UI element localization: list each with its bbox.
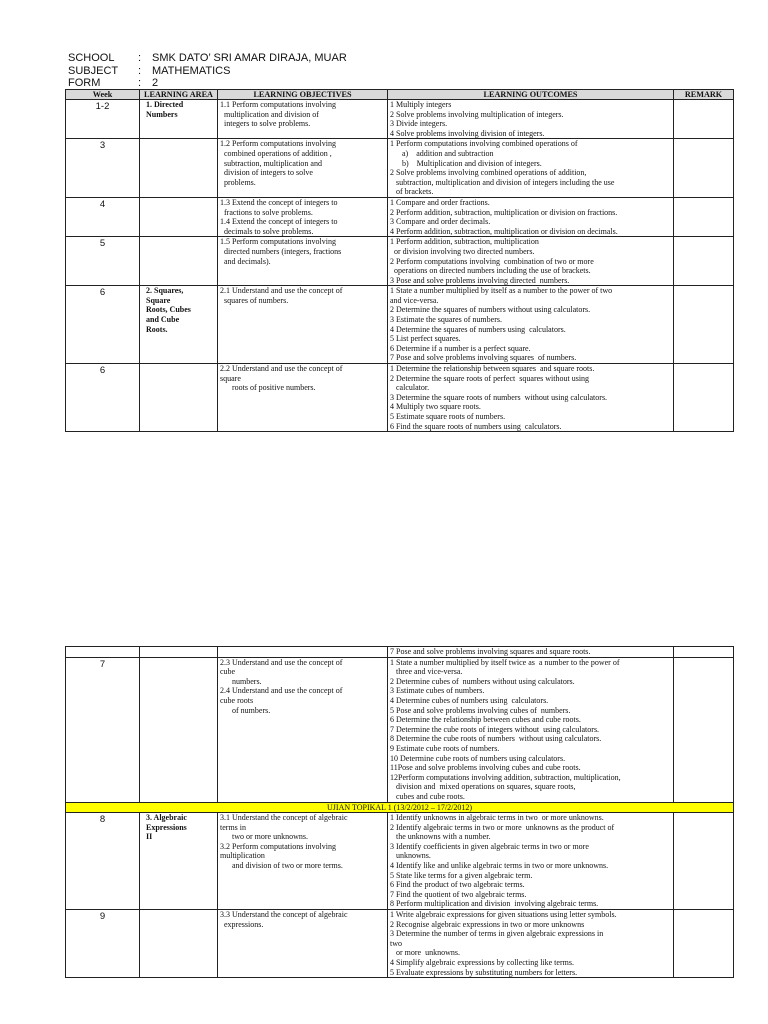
col-remark: REMARK	[674, 90, 734, 100]
objectives-cell-line: 1.5 Perform computations involving	[220, 237, 336, 247]
outcomes-cell-line: 7 Pose and solve problems involving squares and square roots.	[390, 647, 591, 656]
week-cell: 3	[66, 139, 140, 198]
learning-area-cell	[140, 910, 218, 978]
outcomes-cell-line: 5 Pose and solve problems involving cubes of numbers.	[390, 705, 571, 715]
outcomes-cell-line: 1 Perform addition, subtraction, multiplication	[390, 237, 539, 247]
objectives-cell	[218, 364, 388, 432]
outcomes-cell-line: 3 Identify coefficients in given algebraic terms in two or more	[390, 841, 589, 851]
table-row	[66, 657, 734, 802]
week-cell: 8	[66, 813, 140, 910]
objectives-cell	[218, 910, 388, 978]
outcomes-cell	[388, 237, 674, 286]
outcomes-cell-line: 4 Identify like and unlike algebraic terms in two or more unknowns.	[390, 861, 609, 871]
remark-cell	[674, 813, 734, 910]
header-key: FORM	[68, 77, 101, 89]
table-row	[66, 364, 734, 432]
week-cell: 9	[66, 910, 140, 978]
objectives-cell-line: terms in	[220, 822, 246, 832]
objectives-cell-line: 1.4 Extend the concept of integers to	[220, 217, 338, 227]
objectives-cell-line: roots of positive numbers.	[220, 383, 316, 393]
header-field-school	[68, 52, 347, 65]
learning-area-cell-line: Roots.	[146, 324, 168, 334]
table-row	[66, 910, 734, 978]
header-colon: :	[138, 77, 142, 89]
objectives-cell-line: cube roots	[220, 695, 254, 705]
learning-area-cell-line: Roots, Cubes	[146, 305, 191, 315]
objectives-cell	[218, 286, 388, 364]
outcomes-cell-line: 2 Perform addition, subtraction, multiplication or division on fractions.	[390, 207, 618, 217]
remark-cell	[674, 286, 734, 364]
objectives-cell-line: expressions.	[220, 919, 264, 929]
objectives-cell-line: 1.1 Perform computations involving	[220, 100, 336, 109]
objectives-cell	[218, 237, 388, 286]
outcomes-cell-line: 5 List perfect squares.	[390, 334, 461, 344]
outcomes-cell	[388, 657, 674, 802]
table-row	[66, 647, 734, 658]
objectives-cell	[218, 657, 388, 802]
objectives-cell-line: and decimals).	[220, 256, 271, 266]
table-row	[66, 139, 734, 198]
objectives-cell-line: of numbers.	[220, 705, 271, 715]
outcomes-cell-line: 10 Determine cube roots of numbers using calculators.	[390, 753, 566, 763]
objectives-cell-line: numbers.	[220, 676, 262, 686]
learning-area-cell-line: II	[146, 832, 153, 842]
header-value: MATHEMATICS	[152, 64, 231, 77]
learning-area-cell	[140, 647, 218, 658]
outcomes-cell-line: 11Pose and solve problems involving cubes and cube roots.	[390, 763, 581, 773]
outcomes-cell-line: or more unknowns.	[390, 948, 460, 958]
outcomes-cell-line: 1 Perform computations involving combined operations of	[390, 139, 578, 149]
table-row	[66, 197, 734, 236]
document-header	[68, 52, 347, 90]
objectives-cell-line: multiplication and division of	[220, 109, 319, 119]
objectives-cell	[218, 100, 388, 139]
outcomes-cell-line: 2 Identify algebraic terms in two or more unknowns as the product of	[390, 822, 615, 832]
objectives-cell	[218, 813, 388, 910]
outcomes-cell-line: cubes and cube roots.	[390, 791, 465, 801]
outcomes-cell-line: 1 Compare and order fractions.	[390, 197, 490, 207]
outcomes-cell-line: 3 Estimate the squares of numbers.	[390, 315, 502, 325]
remark-cell	[674, 100, 734, 139]
outcomes-cell-line: 3 Pose and solve problems involving directed numbers.	[390, 275, 570, 285]
outcomes-cell-line: 2 Determine cubes of numbers without using calculators.	[390, 676, 575, 686]
header-value: 2	[152, 77, 159, 89]
learning-area-cell	[140, 197, 218, 236]
objectives-cell-line: cube	[220, 667, 236, 677]
outcomes-cell-line: 2 Solve problems involving combined operations of addition,	[390, 168, 587, 178]
outcomes-cell-line: 1 Write algebraic expressions for given situations using letter symbols.	[390, 910, 617, 920]
objectives-cell-line: decimals to solve problems.	[220, 226, 314, 236]
outcomes-cell	[388, 813, 674, 910]
outcomes-cell-line: 4 Perform addition, subtraction, multiplication or division on decimals.	[390, 226, 618, 236]
outcomes-cell-line: 2 Determine the square roots of perfect squares without using	[390, 373, 590, 383]
outcomes-cell	[388, 139, 674, 198]
col-learning-outcomes: LEARNING OUTCOMES	[388, 90, 674, 100]
learning-area-cell	[140, 237, 218, 286]
objectives-cell-line: directed numbers (integers, fractions	[220, 246, 342, 256]
outcomes-cell-line: subtraction, multiplication and division of integers including the use	[390, 177, 615, 187]
header-key: SCHOOL	[68, 52, 115, 64]
outcomes-cell-line: 5 Evaluate expressions by substituting numbers for letters.	[390, 967, 578, 977]
learning-area-cell	[140, 100, 218, 139]
objectives-cell	[218, 139, 388, 198]
objectives-cell-line: squares of numbers.	[220, 295, 289, 305]
objectives-cell-line: 3.2 Perform computations involving	[220, 841, 336, 851]
ujian-topikal-label: UJIAN TOPIKAL 1 (13/2/2012 – 17/2/2012)	[66, 802, 734, 813]
outcomes-cell-line: 9 Estimate cube roots of numbers.	[390, 743, 500, 753]
objectives-cell-line: multiplication	[220, 851, 265, 861]
remark-cell	[674, 364, 734, 432]
week-cell: 6	[66, 286, 140, 364]
objectives-cell-line: 2.1 Understand and use the concept of	[220, 286, 343, 296]
outcomes-cell-line: 3 Determine the square roots of numbers without using calculators.	[390, 392, 608, 402]
learning-area-cell-line: 3. Algebraic	[146, 813, 187, 823]
week-cell: 4	[66, 197, 140, 236]
col-learning-objectives: LEARNING OBJECTIVES	[218, 90, 388, 100]
outcomes-cell-line: a) addition and subtraction	[390, 148, 494, 158]
remark-cell	[674, 910, 734, 978]
outcomes-cell-line: 3 Divide integers.	[390, 119, 448, 129]
header-colon: :	[138, 64, 142, 77]
outcomes-cell-line: 4 Determine the squares of numbers using calculators.	[390, 324, 566, 334]
outcomes-cell-line: 1 Determine the relationship between squares and square roots.	[390, 364, 595, 374]
header-field-subject	[68, 65, 347, 78]
remark-cell	[674, 647, 734, 658]
outcomes-cell-line: calculator.	[390, 383, 430, 393]
objectives-cell-line: 2.4 Understand and use the concept of	[220, 686, 343, 696]
scheme-table-top	[65, 89, 734, 432]
outcomes-cell-line: 4 Multiply two square roots.	[390, 402, 481, 412]
table-row	[66, 237, 734, 286]
header-field-form	[68, 77, 347, 90]
objectives-cell-line: 2.3 Understand and use the concept of	[220, 657, 343, 667]
objectives-cell-line: square	[220, 373, 241, 383]
learning-area-cell-line: 2. Squares,	[146, 286, 184, 296]
header-colon: :	[138, 52, 142, 64]
table-row	[66, 100, 734, 139]
learning-area-cell	[140, 286, 218, 364]
outcomes-cell-line: 2 Solve problems involving multiplication of integers.	[390, 109, 564, 119]
week-cell: 5	[66, 237, 140, 286]
outcomes-cell-line: 5 Estimate square roots of numbers.	[390, 412, 506, 421]
outcomes-cell	[388, 647, 674, 658]
learning-area-cell-line: and Cube	[146, 315, 180, 325]
objectives-cell-line: subtraction, multiplication and	[220, 158, 322, 168]
outcomes-cell-line: and vice-versa.	[390, 295, 439, 305]
objectives-cell-line: 1.2 Perform computations involving	[220, 139, 336, 149]
outcomes-cell-line: 3 Determine the number of terms in given algebraic expressions in	[390, 929, 604, 939]
remark-cell	[674, 657, 734, 802]
learning-area-cell	[140, 813, 218, 910]
learning-area-cell-line: Expressions	[146, 822, 187, 832]
outcomes-cell-line: 1 Identify unknowns in algebraic terms in two or more unknowns.	[390, 813, 604, 823]
objectives-cell	[218, 647, 388, 658]
learning-area-cell-line: 1. Directed	[146, 100, 184, 109]
table-header-row	[66, 90, 734, 100]
outcomes-cell	[388, 364, 674, 432]
outcomes-cell	[388, 286, 674, 364]
remark-cell	[674, 139, 734, 198]
outcomes-cell-line: 4 Solve problems involving division of integers.	[390, 128, 545, 138]
outcomes-cell-line: 6 Find the product of two algebraic terms.	[390, 880, 525, 890]
objectives-cell-line: 1.3 Extend the concept of integers to	[220, 197, 338, 207]
outcomes-cell-line: of brackets.	[390, 187, 434, 197]
outcomes-cell-line: 2 Perform computations involving combination of two or more	[390, 256, 594, 266]
objectives-cell-line: and division of two or more terms.	[220, 861, 343, 871]
outcomes-cell-line: b) Multiplication and division of integers.	[390, 158, 542, 168]
week-cell: 6	[66, 364, 140, 432]
objectives-cell-line: 3.3 Understand the concept of algebraic	[220, 910, 348, 920]
objectives-cell-line: 2.2 Understand and use the concept of	[220, 364, 343, 374]
remark-cell	[674, 237, 734, 286]
outcomes-cell-line: 7 Find the quotient of two algebraic terms.	[390, 889, 527, 899]
outcomes-cell-line: two	[390, 938, 402, 948]
outcomes-cell-line: 6 Determine if a number is a perfect square.	[390, 343, 531, 353]
outcomes-cell-line: division and mixed operations on squares, square roots,	[390, 782, 576, 792]
learning-area-cell-line: Square	[146, 295, 171, 305]
outcomes-cell-line: 5 State like terms for a given algebraic term.	[390, 870, 533, 880]
outcomes-cell	[388, 197, 674, 236]
learning-area-cell	[140, 657, 218, 802]
objectives-cell-line: problems.	[220, 177, 256, 187]
ujian-topikal-row	[66, 802, 734, 813]
outcomes-cell-line: 2 Recognise algebraic expressions in two or more unknowns	[390, 919, 585, 929]
outcomes-cell-line: 12Perform computations involving addition, subtraction, multiplication,	[390, 772, 621, 782]
outcomes-cell	[388, 100, 674, 139]
objectives-cell	[218, 197, 388, 236]
outcomes-cell-line: unknowns.	[390, 851, 431, 861]
outcomes-cell-line: the unknowns with a number.	[390, 832, 491, 842]
learning-area-cell	[140, 364, 218, 432]
outcomes-cell-line: 2 Determine the squares of numbers without using calculators.	[390, 305, 591, 315]
outcomes-cell-line: 3 Estimate cubes of numbers.	[390, 686, 485, 696]
outcomes-cell-line: 4 Determine cubes of numbers using calculators.	[390, 695, 549, 705]
outcomes-cell	[388, 910, 674, 978]
objectives-cell-line: fractions to solve problems.	[220, 207, 313, 217]
col-week: Week	[66, 90, 140, 100]
outcomes-cell-line: 1 Multiply integers	[390, 100, 452, 109]
objectives-cell-line: integers to solve problems.	[220, 119, 311, 129]
outcomes-cell-line: 8 Determine the cube roots of numbers without using calculators.	[390, 734, 602, 744]
week-cell: 7	[66, 657, 140, 802]
objectives-cell-line: division of integers to solve	[220, 168, 313, 178]
header-value: SMK DATO’ SRI AMAR DIRAJA, MUAR	[152, 52, 347, 64]
objectives-cell-line: two or more unknowns.	[220, 832, 308, 842]
outcomes-cell-line: three and vice-versa.	[390, 667, 463, 677]
outcomes-cell-line: 1 State a number multiplied by itself twice as a number to the power of	[390, 657, 620, 667]
learning-area-cell-line: Numbers	[146, 109, 178, 119]
outcomes-cell-line: 3 Compare and order decimals.	[390, 217, 491, 227]
week-cell: 1-2	[66, 100, 140, 139]
col-learning-area: LEARNING AREA	[140, 90, 218, 100]
table-row	[66, 813, 734, 910]
table-row	[66, 286, 734, 364]
objectives-cell-line: combined operations of addition ,	[220, 148, 332, 158]
outcomes-cell-line: 7 Determine the cube roots of integers without using calculators.	[390, 724, 600, 734]
outcomes-cell-line: 6 Determine the relationship between cubes and cube roots.	[390, 715, 581, 725]
week-cell	[66, 647, 140, 658]
outcomes-cell-line: operations on directed numbers including the use of brackets.	[390, 266, 591, 276]
remark-cell	[674, 197, 734, 236]
outcomes-cell-line: 4 Simplify algebraic expressions by collecting like terms.	[390, 958, 574, 967]
header-key: SUBJECT	[68, 64, 119, 77]
outcomes-cell-line: 7 Pose and solve problems involving squares of numbers.	[390, 353, 577, 363]
objectives-cell-line: 3.1 Understand the concept of algebraic	[220, 813, 348, 823]
outcomes-cell-line: 6 Find the square roots of numbers using calculators.	[390, 421, 562, 431]
outcomes-cell-line: 1 State a number multiplied by itself as a number to the power of two	[390, 286, 613, 296]
outcomes-cell-line: 8 Perform multiplication and division involving algebraic terms.	[390, 899, 599, 909]
outcomes-cell-line: or division involving two directed numbers.	[390, 246, 535, 256]
scheme-table-bottom	[65, 646, 734, 978]
learning-area-cell	[140, 139, 218, 198]
